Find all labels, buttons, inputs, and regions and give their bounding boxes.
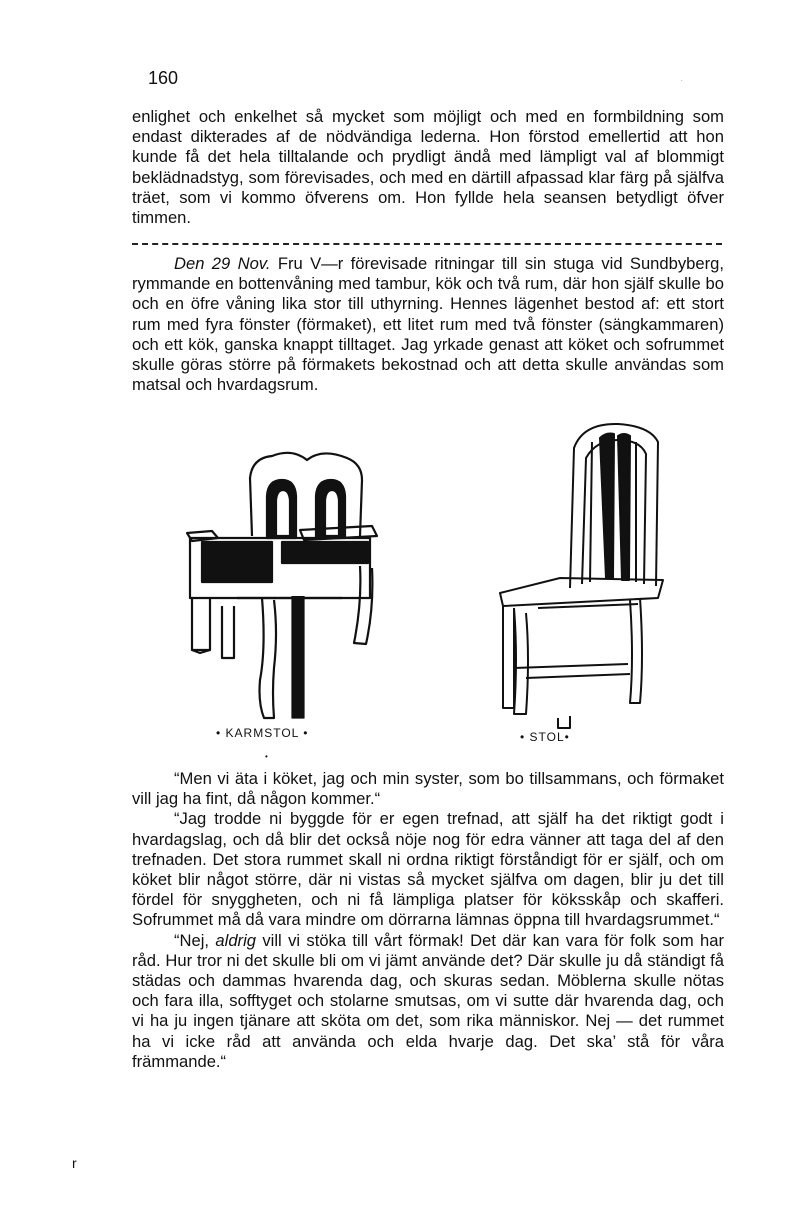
paragraph-text: enlighet och enkelhet så mycket som möjligt och med en formbildning som endast dikterades af de nödvändiga lederna. Hon förstod emellertid att hon kunde få det hela tilltalande och prydligt ändå med lämpligt val af blommigt beklädnadstyg, som förevisades, och med en därtill afpassad klar färg på själfva träet, som vi kommo öfverens om. Hon fyllde hela seansen betydligt öfver timmen.: [132, 107, 724, 228]
section-divider: [132, 243, 722, 245]
chair-drawing: [478, 418, 678, 753]
dialogue-section: [132, 769, 724, 1072]
armchair-drawing: [182, 418, 387, 733]
dialogue-3-rest: vill vi stöka till vårt förmak! Det där kan vara för folk som har råd. Hur tror ni det skulle bli om vi jämt använde det? Där skulle ju då ständigt få städas och dammas hvarenda dag, och skuras sedan. Möblerna skulle nötas och fara illa, sofftyget och stolarne smutsas, om vi sutte där hvarenda dag, och vi ha ju ingen tjänare att sköta om det, som rika människor. Nej — det rummet ha vi icke råd att använda och elda hvarje dag. Det ska’ stå för våra främmande.“: [132, 930, 725, 1071]
paragraph-intro: [132, 107, 724, 228]
chair-caption: • STOL•: [520, 730, 570, 744]
dialogue-paragraph-3: [132, 931, 724, 1072]
dialogue-paragraph-2: “Jag trodde ni byggde för er egen trefnad, att själf ha det riktigt godt i hvardagslag, och då blir det också nöje nog för edra vänner att taga del af den trefnaden. Det stora rummet skall ni ordna riktigt förståndigt för er själf, och om köket blir något större, där ni vistas så mycket själfva om dagen, blir ju det till fördel för snyggheten, och ni få lämpliga platser för köksskåp och skafferi. Sofrummet må då vara mindre om dörrarna lämnas öppna till hvardagsrummet.“: [132, 809, 724, 930]
page-number: 160: [148, 68, 179, 88]
entry-date: Den 29 Nov.: [174, 254, 271, 273]
entry-paragraph: [132, 254, 724, 395]
margin-tick: ·: [680, 75, 684, 86]
armchair-illustration: [182, 418, 387, 733]
armchair-caption: • KARMSTOL •: [216, 726, 309, 740]
chair-illustration: [478, 418, 678, 753]
dialogue-3-start: “Nej,: [174, 930, 216, 950]
stray-dot: •: [265, 752, 268, 761]
entry-text: Fru V—r förevisade ritningar till sin stuga vid Sundbyberg, rymmande en bottenvåning med tambur, kök och två rum, där hon själf skulle bo och en öfre våning lika stor till uthyrning. Hennes lägenhet bestod af: ett stort rum med fyra fönster (förmaket), ett litet rum med två fönster (sängkammaren) och ett kök, ganska knappt tilltaget. Jag yrkade genast att köket och sofrummet skulle göras större på förmakets bekostnad och att detta skulle användas som matsal och hvardagsrum.: [132, 254, 724, 395]
dialogue-paragraph-1: “Men vi äta i köket, jag och min syster, som bo tillsammans, och förmaket vill jag ha fint, då någon kommer.“: [132, 769, 724, 809]
diary-entry: [132, 254, 724, 395]
dialogue-3-emphasis: aldrig: [215, 930, 256, 950]
stray-mark: r: [72, 1155, 77, 1171]
